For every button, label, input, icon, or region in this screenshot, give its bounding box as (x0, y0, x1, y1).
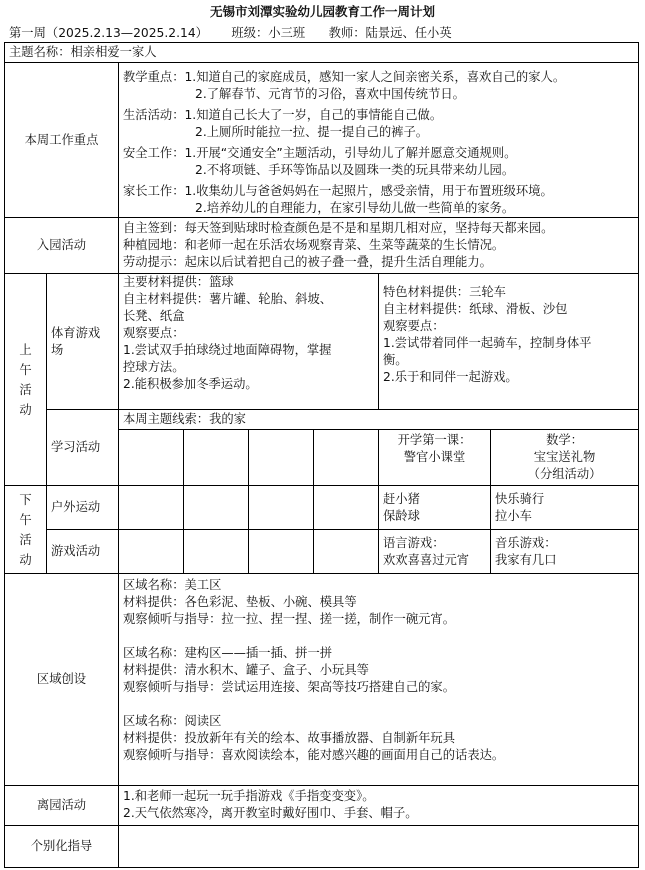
focus-line: 2.上厕所时能拉一拉、提一提自己的裤子。 (195, 125, 429, 139)
sports-right-line: 1.尝试带着同伴一起骑车，控制身体平 (383, 336, 592, 350)
weekly-plan-table (4, 42, 639, 868)
morning-label-cell (5, 274, 47, 486)
learning-fri-text: 数学： 宝宝送礼物 （分组活动） (527, 433, 602, 481)
outdoor-fri (491, 486, 639, 530)
departure-content (119, 786, 639, 826)
sports-left-line: 控球方法。 (123, 360, 185, 374)
afternoon-label: 下午活动 (19, 492, 32, 567)
header-line (9, 25, 452, 42)
sports-left-line: 观察要点： (123, 326, 185, 340)
outdoor-label-cell (47, 486, 119, 530)
schedule-cell-wed (249, 486, 314, 530)
games-fri-text: 音乐游戏： 我家有几口 (495, 535, 557, 567)
theme-row (5, 43, 639, 63)
sports-left-line: 2.能积极参加冬季运动。 (123, 377, 258, 391)
schedule-cell-tue (184, 530, 249, 574)
games-label-cell (47, 530, 119, 574)
outdoor-thu-text: 赶小猪 保龄球 (383, 491, 420, 523)
arrival-line: 劳动提示：起床以后试着把自己的被子叠一叠，提升生活自理能力。 (123, 255, 492, 269)
areas-label: 区域创设 (5, 574, 119, 786)
focus-line: 2.了解春节、元宵节的习俗，喜欢中国传统节日。 (195, 87, 465, 101)
departure-line: 1.和老师一起玩一玩手指游戏《手指变变变》。 (123, 789, 375, 803)
theme-thread (119, 410, 639, 430)
theme-thread-text: 本周主题线索：我的家 (123, 412, 246, 426)
focus-line: 2.培养幼儿的自理能力，在家引导幼儿做一些简单的家务。 (195, 201, 515, 215)
sports-left-line: 自主材料提供：薯片罐、轮胎、斜坡、 (123, 292, 333, 306)
games-thu-text: 语言游戏： 欢欢喜喜过元宵 (383, 535, 470, 567)
schedule-cell-empty (314, 530, 379, 574)
class-label: 班级：小三班 (231, 26, 306, 40)
games-thu (379, 530, 491, 574)
learning-label-cell (47, 410, 119, 486)
individual-label: 个别化指导 (5, 826, 119, 868)
focus-line: 安全工作：1.开展“交通安全”主题活动，引导幼儿了解并愿意交通规则。 (123, 146, 517, 160)
area-line: 材料提供：各色彩泥、垫板、小碗、模具等 (123, 595, 357, 609)
morning-label: 上午活动 (19, 342, 32, 417)
area-line: 观察倾听与指导：拉一拉、捏一捏、搓一搓，制作一碗元宵。 (123, 612, 456, 626)
sports-left-line: 主要材料提供：篮球 (123, 275, 234, 289)
sports-left-line: 1.尝试双手拍球绕过地面障碍物，掌握 (123, 343, 332, 357)
learning-label: 学习活动 (51, 440, 101, 454)
schedule-cell-wed (249, 530, 314, 574)
sports-left-line: 长凳、纸盒 (123, 309, 185, 323)
focus-line: 生活活动：1.知道自己长大了一岁，自己的事情能自己做。 (123, 108, 443, 122)
areas-content (119, 574, 639, 786)
focus-line: 家长工作：1.收集幼儿与爸爸妈妈在一起照片，感受亲情，用于布置班级环境。 (123, 184, 553, 198)
learning-fri (491, 430, 639, 486)
sports-label-cell (47, 274, 119, 410)
weekly-focus-label: 本周工作重点 (5, 63, 119, 218)
area-line: 区域名称：建构区——插一插、拼一拼 (123, 646, 333, 660)
sports-right-line: 自主材料提供：纸球、滑板、沙包 (383, 302, 568, 316)
week-range: 第一周（2025.2.13—2025.2.14） (9, 26, 208, 40)
area-line: 观察倾听与指导：尝试运用连接、架高等技巧搭建自己的家。 (123, 680, 456, 694)
teacher-label: 教师：陆景远、任小英 (328, 26, 452, 40)
departure-label: 离园活动 (5, 786, 119, 826)
area-line: 材料提供：清水积木、罐子、盒子、小玩具等 (123, 663, 369, 677)
area-line: 材料提供：投放新年有关的绘本、故事播放器、自制新年玩具 (123, 731, 456, 745)
schedule-cell-wed (249, 430, 314, 486)
sports-right (379, 274, 639, 410)
schedule-cell-mon (119, 486, 184, 530)
arrival-label: 入园活动 (5, 218, 119, 274)
sports-left (119, 274, 379, 410)
schedule-cell-empty (314, 486, 379, 530)
theme-name: 主题名称：相亲相爱一家人 (9, 45, 157, 59)
area-line: 观察倾听与指导：喜欢阅读绘本，能对感兴趣的画面用自己的话表达。 (123, 748, 505, 762)
arrival-line: 自主签到：每天签到贴球时检查颜色是不是和星期几相对应，坚持每天都来园。 (123, 221, 554, 235)
area-line: 区域名称：阅读区 (123, 714, 222, 728)
outdoor-fri-text: 快乐骑行 拉小车 (495, 491, 545, 523)
focus-line: 教学重点：1.知道自己的家庭成员，感知一家人之间亲密关系，喜欢自己的家人。 (123, 70, 566, 84)
games-label: 游戏活动 (51, 544, 101, 558)
individual-content (119, 826, 639, 868)
schedule-cell-mon (119, 530, 184, 574)
schedule-cell-empty (314, 430, 379, 486)
schedule-cell-tue (184, 486, 249, 530)
sports-label: 体育游戏场 (51, 325, 101, 357)
outdoor-label: 户外运动 (51, 500, 101, 514)
games-fri (491, 530, 639, 574)
afternoon-label-cell (5, 486, 47, 574)
sports-right-line: 2.乐于和同伴一起游戏。 (383, 370, 518, 384)
sports-right-line: 特色材料提供：三轮车 (383, 285, 506, 299)
weekly-focus-content (119, 63, 639, 218)
area-line: 区域名称：美工区 (123, 578, 222, 592)
outdoor-thu (379, 486, 491, 530)
focus-line: 2.不将项链、手环等饰品以及圆珠一类的玩具带来幼儿园。 (195, 163, 515, 177)
sports-right-line: 衡。 (383, 353, 408, 367)
arrival-content (119, 218, 639, 274)
schedule-cell-mon (119, 430, 184, 486)
learning-thu-text: 开学第一课： 警官小课堂 (397, 433, 472, 464)
document-title: 无锡市刘潭实验幼儿园教育工作一周计划 (209, 4, 435, 19)
sports-right-line: 观察要点： (383, 319, 445, 333)
schedule-cell-tue (184, 430, 249, 486)
departure-line: 2.天气依然寒冷，离开教室时戴好围巾、手套、帽子。 (123, 806, 418, 820)
learning-thu (379, 430, 491, 486)
arrival-line: 种植园地：和老师一起在乐活农场观察青菜、生菜等蔬菜的生长情况。 (123, 238, 505, 252)
